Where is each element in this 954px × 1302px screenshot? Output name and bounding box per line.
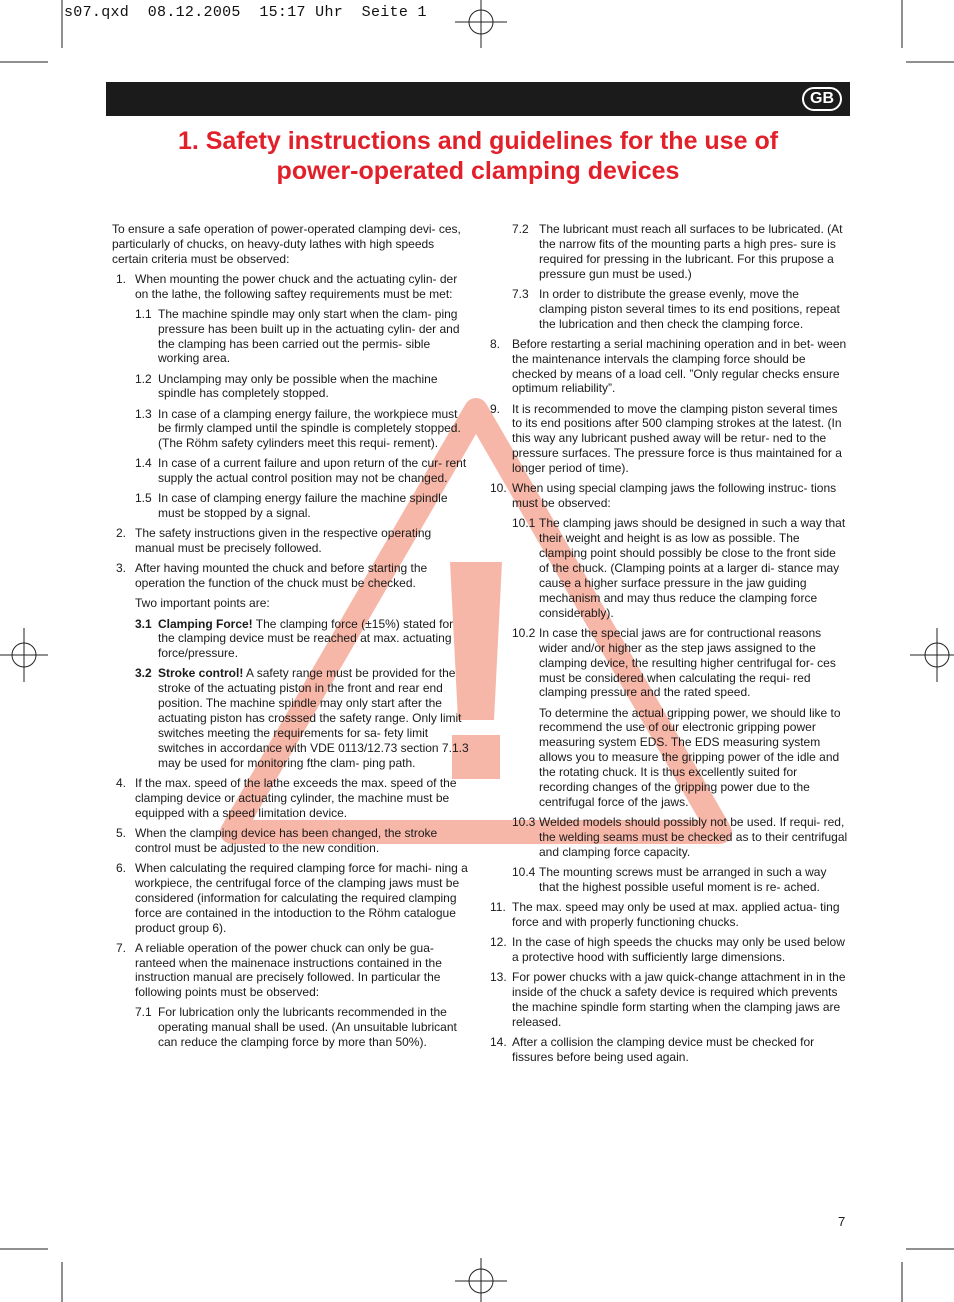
right-column bbox=[490, 222, 848, 1070]
list-item: 11. The max. speed may only be used at max. applied actua- ting force and with properly functioning chucks. bbox=[490, 899, 840, 929]
print-slug: s07.qxd 08.12.2005 15:17 Uhr Seite 1 bbox=[64, 4, 427, 21]
title-line-1: 1. Safety instructions and guidelines for the use of bbox=[177, 127, 779, 155]
list-item: Two important points are: bbox=[135, 596, 270, 611]
list-item: 14. After a collision the clamping device must be checked for fissures before being used again. bbox=[490, 1034, 815, 1064]
list-item: 3.2 Stroke control! A safety range must be provided for the stroke of the actuating piston in the front and rear end position. The machine spindle may only start after the actuating piston has crosssed the safety range. Only limit switches meeting the requirements for sa- fety limit switches in accordance with VDE 0113/12.73 section 7.1.3 may be used for monitoring fthe clam- ping path. bbox=[135, 666, 469, 770]
left-column bbox=[112, 222, 470, 1055]
list-item: 1.2 Unclamping may only be possible when the machine spindle has completely stopped. bbox=[135, 371, 438, 401]
list-item: 13. For power chucks with a jaw quick-change attachment in in the inside of the chuck a safety device is required which prevents the machine spindle form starting when the clamping jaws are released. bbox=[490, 969, 846, 1029]
header-bar bbox=[106, 82, 850, 116]
list-item: 1.3 In case of a clamping energy failure, the workpiece must be firmly clamped until the spindle is completely stopped. (The Röhm safety cylinders meet this requi- rement). bbox=[135, 406, 461, 451]
list-item: 7.2 The lubricant must reach all surfaces to be lubricated. (At the narrow fits of the mounting parts a high pres- sure is required for pressing in the lubricant. For this prupose a pressure gun must be used.) bbox=[512, 222, 843, 281]
list-item: 7.1 For lubrication only the lubricants recommended in the operating manual shall be used. (An unsuitable lubricant can reduce the clamping force by more than 50%). bbox=[135, 1005, 457, 1050]
list-item: 10.2 In case the special jaws are for contructional reasons wider and/or higher as the step jaws assigned to the clamping device, the resulting higher centrifugal for- ces must be considered when calculating the requi- red clamping pressure and the rated speed. bbox=[512, 625, 836, 700]
list-item: 10.4 The mounting screws must be arranged in such a way that the highest possible useful moment is re- ached. bbox=[512, 864, 827, 894]
page-number: 7 bbox=[838, 1214, 846, 1229]
list-item: 12. In the case of high speeds the chucks may only be used below a protective hood with sufficiently large dimensions. bbox=[490, 934, 845, 964]
list-item: 1.1 The machine spindle may only start when the clam- ping pressure has been built up in the actuating cylin- der and the clamping has been carried out the permis- sible working area. bbox=[135, 306, 460, 366]
list-item: 7.3 In order to distribute the grease evenly, move the clamping piston several times to its end positions, repeat the lubrication and then check the clamping force. bbox=[512, 286, 840, 331]
list-item: 10.1 The clamping jaws should be designed in such a way that their weight and height is as low as possible. The clamping point should possibly be close to the front side of the chuck. (Clamping points at a larger di- stance may cause a higher surface pressure in the jaw guiding mechanism and may thus reduce the clamping force considerably). bbox=[512, 516, 846, 620]
list-item: 6. When calculating the required clamping force for machi- ning a workpiece, the centrifugal force of the clamping jaws must be considered (information for calculating the required clamping force are contained in the intoduction to the Röhm catalogue product group 6). bbox=[116, 860, 468, 935]
list-item: To determine the actual gripping power, we should like to recommend the use of our electronic gripping power measuring system EDS. The EDS measuring system allows you to measure the gripping power of the idle and the rotating chuck. It is thus excellently suited for recording changes of the gripping power due to the centrifugal force of the jaws. bbox=[539, 705, 841, 809]
list-item: 10.3 Welded models should possibly not be used. If requi- red, the welding seams must be checked as to their centrifugal and clamping force capacity. bbox=[512, 815, 848, 859]
list-item: 7. A reliable operation of the power chuck can only be gua- ranteed when the mainenace instructions contained in the instruction manual are precisely followed. In particular the following points must be observed: bbox=[116, 940, 442, 1000]
list-item: 2. The safety instructions given in the respective operating manual must be precisely followed. bbox=[116, 526, 432, 556]
list-item: 1. When mounting the power chuck and the actuating cylin- der on the lathe, the following saftey requirements must be met: bbox=[116, 271, 458, 301]
list-item: 10. When using special clamping jaws the following instruc- tions must be observed: bbox=[490, 481, 837, 511]
language-badge: GB bbox=[802, 87, 842, 111]
intro-paragraph: To ensure a safe operation of power-operated clamping devi- ces, particularly of chucks, on heavy-duty lathes with high speeds certain criteria must be observed: bbox=[112, 222, 461, 266]
list-item: 3. After having mounted the chuck and before starting the operation the function of the chuck must be checked. bbox=[116, 561, 428, 591]
list-item: 8. Before restarting a serial machining operation and in bet- ween the maintenance intervals the clamping force should be checked by means of a load cell. ”Only regular checks ensure optimum reliability”. bbox=[490, 336, 847, 396]
page-title bbox=[106, 126, 850, 186]
list-item: 5. When the clamping device has been changed, the stroke control must be adjusted to the new condition. bbox=[116, 825, 438, 855]
list-item: 1.5 In case of clamping energy failure the machine spindle must be stopped by a signal. bbox=[135, 491, 448, 521]
list-item: 1.4 In case of a current failure and upon return of the cur- rent supply the actual control position may not be changed. bbox=[135, 456, 467, 486]
list-item: 4. If the max. speed of the lathe exceeds the max. speed of the clamping device or actuating cylinder, the machine must be equipped with a speed limitation device. bbox=[116, 775, 457, 820]
title-line-2: power-operated clamping devices bbox=[276, 157, 680, 185]
list-item: 9. It is recommended to move the clamping piston several times to its end positions after 500 clamping strokes at the latest. (In this way any lubricant pushed away will be retur- ned to the pressure surfaces. The pressure force is thus maintained for a longer period of time). bbox=[490, 401, 842, 476]
list-item: 3.1 Clamping Force! The clamping force (±15%) stated for the clamping device must be reached at max. actuating force/pressure. bbox=[135, 616, 454, 661]
